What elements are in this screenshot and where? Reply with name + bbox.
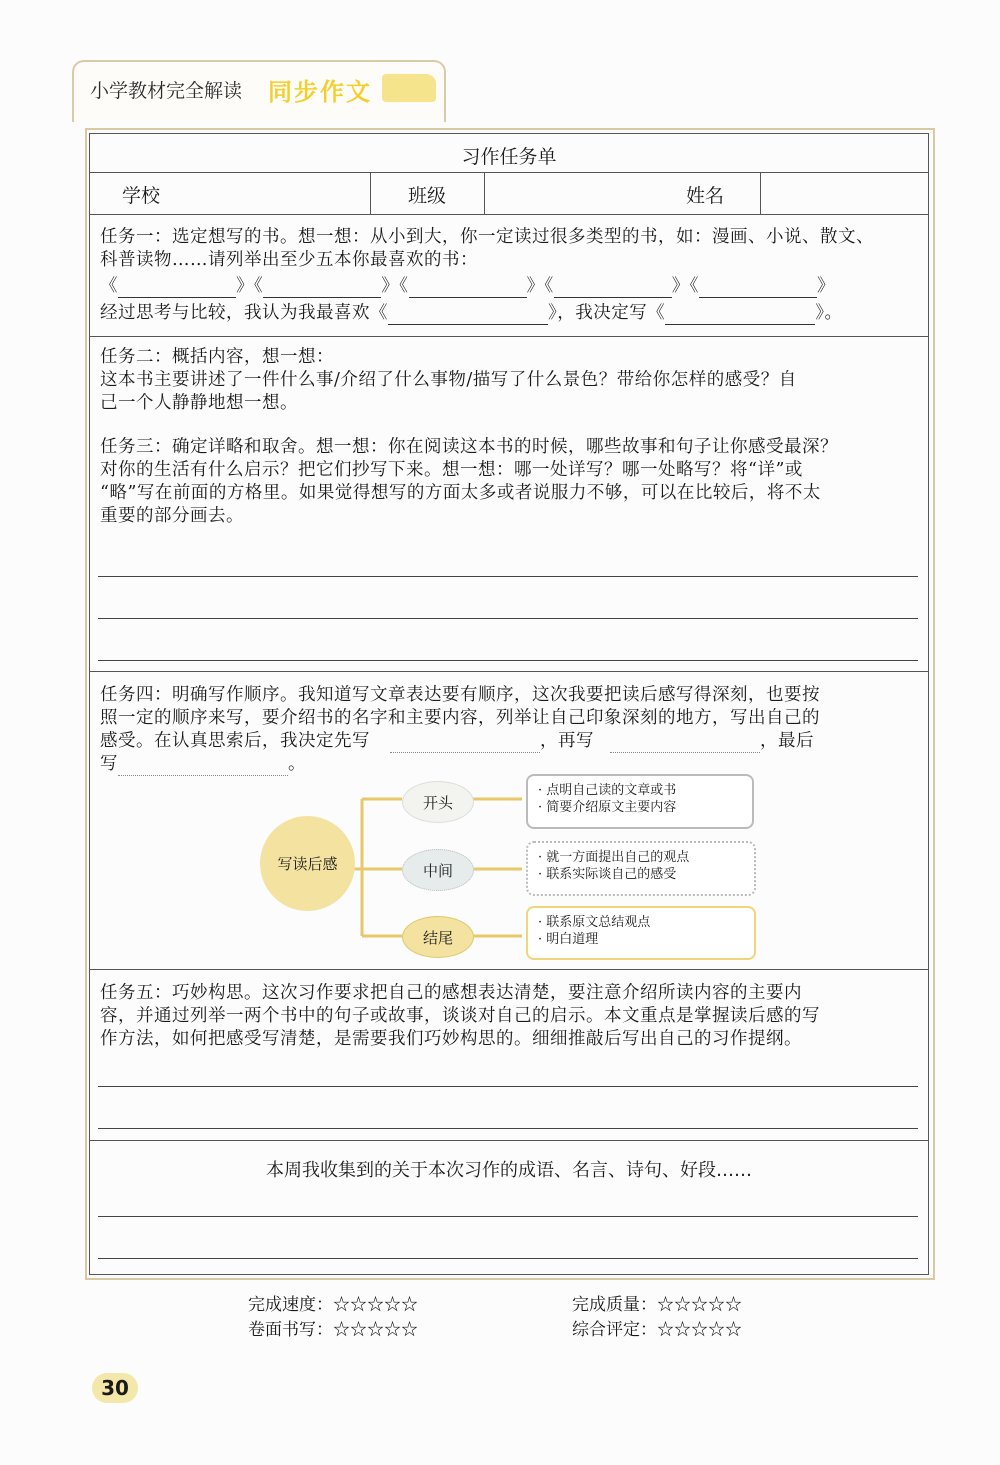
task4 bbox=[100, 684, 916, 776]
name-label: 姓名 bbox=[686, 185, 725, 207]
collection-title: 本周我收集到的关于本次习作的成语、名言、诗句、好段…… bbox=[266, 1160, 752, 1181]
brand-decoration bbox=[382, 74, 436, 102]
writing-line[interactable] bbox=[98, 1086, 918, 1087]
task-sheet bbox=[89, 133, 929, 1275]
brand-title: 同步作文 bbox=[268, 78, 372, 106]
class-label: 班级 bbox=[408, 185, 447, 207]
mindmap-node-opening: 开头 bbox=[402, 781, 474, 823]
task4-line4: 写 。 bbox=[100, 754, 306, 774]
task3-line2: 对你的生活有什么启示？把它们抄写下来。想一想：哪一处详写？哪一处略写？将“详”或 bbox=[100, 460, 803, 480]
school-label: 学校 bbox=[122, 185, 161, 207]
task4-line2: 照一定的顺序来写，要介绍书的名字和主要内容，列举让自己印象深刻的地方，写出自己的 bbox=[100, 708, 820, 728]
then-write-blank[interactable] bbox=[610, 734, 760, 753]
task5 bbox=[100, 982, 916, 1051]
first-write-blank[interactable] bbox=[390, 734, 540, 753]
task1 bbox=[100, 226, 916, 325]
task3-line4: 重要的部分画去。 bbox=[100, 506, 244, 526]
task4-line3: 感受。在认真思索后，我决定先写 ，再写 ，最后 bbox=[100, 731, 814, 751]
rating-overall[interactable]: 综合评定：☆☆☆☆☆ bbox=[572, 1320, 742, 1340]
rating-writing[interactable]: 卷面书写：☆☆☆☆☆ bbox=[248, 1320, 418, 1340]
mindmap-node-ending: 结尾 bbox=[402, 916, 474, 958]
book-blank-2[interactable] bbox=[263, 279, 381, 298]
mindmap-node-middle: 中间 bbox=[402, 849, 474, 891]
ending-points-box: · 联系原文总结观点 · 明白道理 bbox=[526, 906, 756, 960]
task4-line1: 任务四：明确写作顺序。我知道写文章表达要有顺序，这次我要把读后感写得深刻，也要按 bbox=[100, 685, 820, 705]
task1-line1: 任务一：选定想写的书。想一想：从小到大，你一定读过很多类型的书，如：漫画、小说、散文、 bbox=[100, 227, 874, 247]
writing-line[interactable] bbox=[98, 1216, 918, 1217]
page-number: 30 bbox=[92, 1373, 138, 1403]
book-blank-4[interactable] bbox=[554, 279, 672, 298]
book-blank-5[interactable] bbox=[699, 279, 817, 298]
favorite-books-row: 《 》《 》《 》《 》《 》 bbox=[100, 276, 835, 296]
task5-line1: 任务五：巧妙构思。这次习作要求把自己的感想表达清楚，要注意介绍所读内容的主要内 bbox=[100, 983, 802, 1003]
task3-line1: 任务三：确定详略和取舍。想一想：你在阅读这本书的时候，哪些故事和句子让你感受最深？ bbox=[100, 437, 838, 457]
chosen-book-blank[interactable] bbox=[665, 306, 815, 325]
mindmap-connectors bbox=[90, 764, 928, 974]
rating-quality[interactable]: 完成质量：☆☆☆☆☆ bbox=[572, 1295, 742, 1315]
task3-line3: “略”写在前面的方格里。如果觉得想写的方面太多或者说服力不够，可以在比较后，将不太 bbox=[100, 483, 821, 503]
writing-line[interactable] bbox=[98, 1128, 918, 1129]
rating-speed[interactable]: 完成速度：☆☆☆☆☆ bbox=[248, 1295, 418, 1315]
choice-row: 经过思考与比较，我认为我最喜欢《 》，我决定写《 》。 bbox=[100, 303, 843, 323]
task1-line2: 科普读物……请列举出至少五本你最喜欢的书： bbox=[100, 250, 478, 270]
mindmap-center: 写读后感 bbox=[260, 816, 355, 911]
writing-line[interactable] bbox=[98, 576, 918, 577]
task2-line1: 任务二：概括内容，想一想： bbox=[100, 347, 334, 367]
task2-line2: 这本书主要讲述了一件什么事/介绍了什么事物/描写了什么景色？带给你怎样的感受？自 bbox=[100, 370, 797, 390]
task2-line3: 己一个人静静地想一想。 bbox=[100, 393, 298, 413]
task5-line2: 容，并通过列举一两个书中的句子或故事，谈谈对自己的启示。本文重点是掌握读后感的写 bbox=[100, 1006, 820, 1026]
book-title: 小学教材完全解读 bbox=[90, 80, 243, 102]
opening-points-box: · 点明自己读的文章或书 · 简要介绍原文主要内容 bbox=[526, 774, 754, 829]
favorite-book-blank[interactable] bbox=[388, 306, 548, 325]
sheet-title: 习作任务单 bbox=[461, 146, 557, 168]
task5-line3: 作方法，如何把感受写清楚，是需要我们巧妙构思的。细细推敲后写出自己的习作提纲。 bbox=[100, 1029, 802, 1049]
middle-points-box: · 就一方面提出自己的观点 · 联系实际谈自己的感受 bbox=[526, 841, 756, 896]
book-blank-3[interactable] bbox=[409, 279, 527, 298]
book-blank-1[interactable] bbox=[118, 279, 236, 298]
task2 bbox=[100, 346, 916, 415]
writing-line[interactable] bbox=[98, 660, 918, 661]
task3 bbox=[100, 436, 916, 528]
writing-line[interactable] bbox=[98, 1258, 918, 1259]
writing-line[interactable] bbox=[98, 618, 918, 619]
